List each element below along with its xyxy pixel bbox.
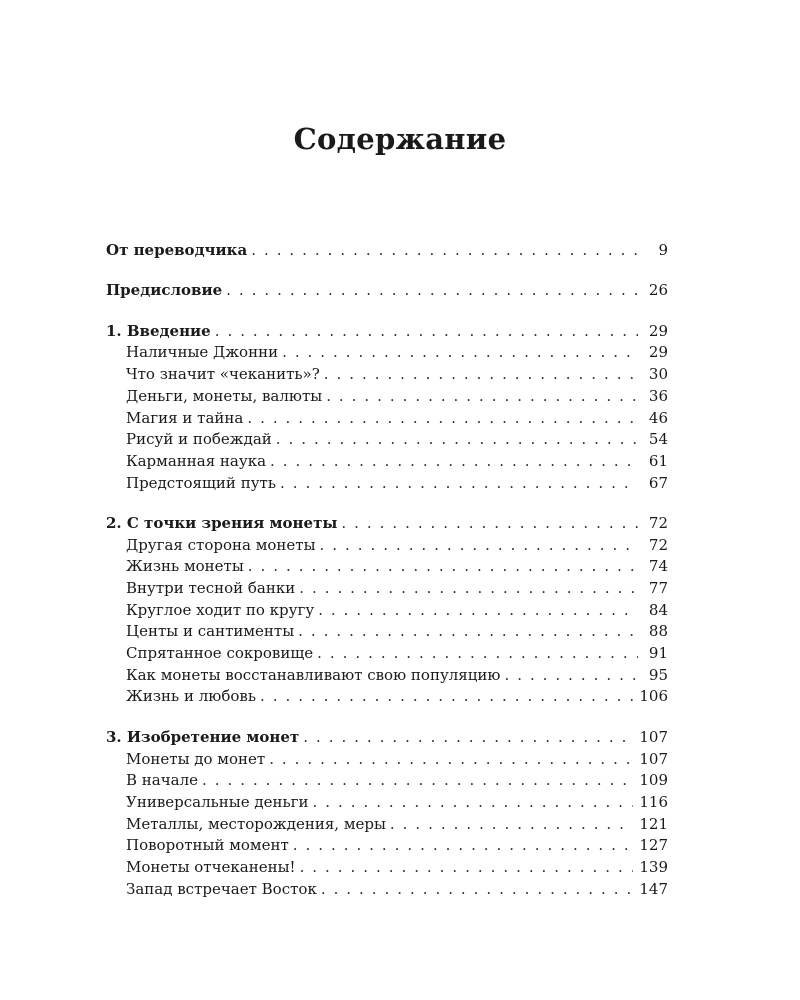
section-spacer <box>106 302 668 321</box>
toc-subsection-entry[interactable] <box>106 473 668 495</box>
toc-entry-page-number: 74 <box>648 557 668 576</box>
toc-subsection-entry[interactable] <box>106 556 668 578</box>
dot-leader <box>299 578 638 600</box>
dot-leader <box>282 342 638 364</box>
toc-entry-title: Рисуй и побеждай <box>126 430 272 449</box>
toc-entry-page-number: 95 <box>648 665 668 684</box>
toc-entry-title: 2. С точки зрения монеты <box>106 513 338 532</box>
toc-entry-title: Карманная наука <box>126 451 267 470</box>
toc-chapter-entry[interactable] <box>106 513 668 535</box>
toc-subsection-entry[interactable] <box>106 835 668 857</box>
toc-entry-title: Предстоящий путь <box>126 473 276 492</box>
dot-leader <box>318 600 638 622</box>
section-spacer <box>106 494 668 513</box>
toc-entry-page-number: 84 <box>648 600 668 619</box>
toc-subsection-entry[interactable] <box>106 770 668 792</box>
toc-entry-title: Жизнь монеты <box>126 557 244 576</box>
toc-entry-page-number: 29 <box>648 321 668 340</box>
dot-leader <box>270 451 638 473</box>
toc-chapter-entry[interactable] <box>106 727 668 749</box>
toc-entry-title: Предисловие <box>106 281 223 300</box>
dot-leader <box>280 473 638 495</box>
dot-leader <box>320 535 638 557</box>
toc-subsection-entry[interactable] <box>106 364 668 386</box>
table-of-contents <box>106 240 668 900</box>
dot-leader <box>300 857 634 879</box>
toc-entry-title: Деньги, монеты, валюты <box>126 386 323 405</box>
toc-subsection-entry[interactable] <box>106 879 668 901</box>
toc-entry-page-number: 61 <box>648 451 668 470</box>
toc-entry-title: Поворотный момент <box>126 836 289 855</box>
toc-entry-title: Металлы, месторождения, меры <box>126 814 386 833</box>
toc-entry-title: В начале <box>126 771 198 790</box>
toc-entry-title: От переводчика <box>106 241 248 259</box>
toc-entry-title: Круглое ходит по кругу <box>126 600 315 619</box>
dot-leader <box>248 556 638 578</box>
toc-entry-page-number: 46 <box>648 408 668 427</box>
toc-subsection-entry[interactable] <box>106 600 668 622</box>
toc-subsection-entry[interactable] <box>106 621 668 643</box>
toc-entry-title: Внутри тесной банки <box>126 579 296 597</box>
toc-subsection-entry[interactable] <box>106 792 668 814</box>
toc-entry-title: Центы и сантименты <box>126 622 295 641</box>
toc-subsection-entry[interactable] <box>106 386 668 408</box>
toc-entry-page-number: 139 <box>639 857 668 876</box>
toc-chapter-entry[interactable] <box>106 240 668 262</box>
toc-entry-page-number: 30 <box>648 365 668 384</box>
dot-leader <box>313 792 634 814</box>
toc-entry-page-number: 127 <box>639 836 668 855</box>
dot-leader <box>202 770 633 792</box>
toc-entry-title: Монеты отчеканены! <box>126 857 296 876</box>
dot-leader <box>269 749 633 771</box>
toc-entry-page-number: 91 <box>648 644 668 663</box>
toc-entry-page-number: 72 <box>648 513 668 532</box>
dot-leader <box>226 280 638 302</box>
toc-entry-title: Как монеты восстанавливают свою популяцию <box>126 665 501 684</box>
dot-leader <box>317 643 638 665</box>
toc-subsection-entry[interactable] <box>106 686 668 708</box>
toc-subsection-entry[interactable] <box>106 535 668 557</box>
toc-entry-page-number: 147 <box>639 879 668 898</box>
section-spacer <box>106 708 668 727</box>
toc-entry-title: Другая сторона монеты <box>126 535 316 554</box>
toc-section <box>106 727 668 901</box>
toc-subsection-entry[interactable] <box>106 408 668 430</box>
toc-entry-title: Что значит «чеканить»? <box>126 365 320 384</box>
dot-leader <box>293 835 634 857</box>
dot-leader <box>260 686 633 708</box>
toc-entry-page-number: 121 <box>639 814 668 833</box>
toc-subsection-entry[interactable] <box>106 665 668 687</box>
dot-leader <box>504 665 638 687</box>
page-title: Содержание <box>293 122 507 156</box>
dot-leader <box>390 814 633 836</box>
toc-entry-page-number: 54 <box>648 430 668 449</box>
dot-leader <box>324 364 638 386</box>
toc-chapter-entry[interactable] <box>106 280 668 302</box>
toc-entry-title: Универсальные деньги <box>126 792 309 811</box>
toc-subsection-entry[interactable] <box>106 749 668 771</box>
toc-entry-page-number: 26 <box>648 281 668 300</box>
toc-entry-page-number: 36 <box>648 386 668 405</box>
toc-subsection-entry[interactable] <box>106 451 668 473</box>
section-spacer <box>106 262 668 281</box>
dot-leader <box>303 727 633 749</box>
toc-entry-title: Наличные Джонни <box>126 343 279 362</box>
toc-subsection-entry[interactable] <box>106 643 668 665</box>
toc-entry-title: Магия и тайна <box>126 408 244 427</box>
toc-subsection-entry[interactable] <box>106 578 668 600</box>
toc-entry-page-number: 107 <box>639 749 668 768</box>
toc-subsection-entry[interactable] <box>106 429 668 451</box>
dot-leader <box>298 621 638 643</box>
toc-entry-page-number: 116 <box>639 792 668 811</box>
toc-entry-page-number: 107 <box>639 727 668 746</box>
toc-subsection-entry[interactable] <box>106 857 668 879</box>
toc-entry-page-number: 109 <box>639 771 668 790</box>
toc-section <box>106 321 668 495</box>
dot-leader <box>251 240 638 262</box>
toc-entry-page-number: 9 <box>658 241 668 259</box>
dot-leader <box>276 429 638 451</box>
toc-entry-title: Спрятанное сокровище <box>126 644 314 663</box>
toc-entry-page-number: 72 <box>648 535 668 554</box>
dot-leader <box>321 879 634 901</box>
toc-entry-title: 1. Введение <box>106 321 211 340</box>
toc-subsection-entry[interactable] <box>106 814 668 836</box>
toc-entry-title: Запад встречает Восток <box>126 879 317 898</box>
toc-entry-title: Монеты до монет <box>126 749 266 768</box>
dot-leader <box>341 513 638 535</box>
toc-entry-title: Жизнь и любовь <box>126 687 256 706</box>
toc-entry-page-number: 67 <box>648 473 668 492</box>
dot-leader <box>215 321 638 343</box>
dot-leader <box>247 408 638 430</box>
toc-section <box>106 240 668 262</box>
toc-entry-title: 3. Изобретение монет <box>106 727 300 746</box>
toc-chapter-entry[interactable] <box>106 321 668 343</box>
toc-entry-page-number: 77 <box>648 579 668 597</box>
dot-leader <box>326 386 638 408</box>
toc-section <box>106 280 668 302</box>
toc-entry-page-number: 106 <box>639 687 668 706</box>
toc-entry-page-number: 29 <box>648 343 668 362</box>
toc-section <box>106 513 668 708</box>
toc-subsection-entry[interactable] <box>106 342 668 364</box>
toc-entry-page-number: 88 <box>648 622 668 641</box>
